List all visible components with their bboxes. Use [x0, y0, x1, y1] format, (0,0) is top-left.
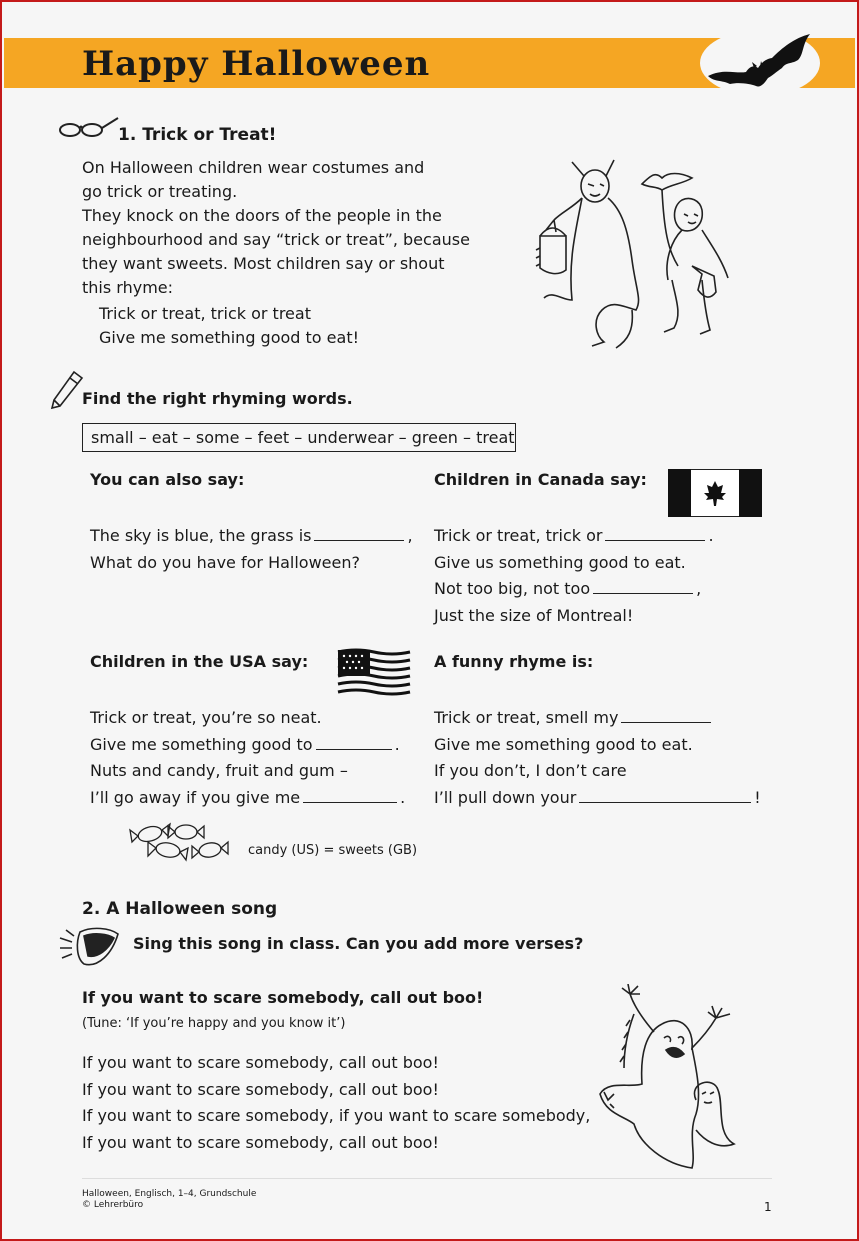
candy-icon: [128, 818, 232, 866]
funny-line-3: If you don’t, I don’t care: [434, 761, 627, 780]
bat-icon: [706, 32, 814, 90]
intro-line: neighbourhood and say “trick or treat”, because: [82, 230, 470, 249]
also-line-1: [90, 524, 413, 548]
pencil-icon: [50, 370, 84, 410]
lyric-line: If you want to scare somebody, call out boo!: [82, 1053, 439, 1072]
funny-text: Trick or treat, smell my: [434, 708, 619, 727]
funny-text: I’ll pull down your: [434, 788, 577, 807]
lyric-line: If you want to scare somebody, if you want to scare somebody,: [82, 1106, 591, 1125]
answer-blank[interactable]: [593, 579, 693, 594]
canada-flag-icon: [668, 469, 762, 517]
funny-line-4: [434, 786, 761, 810]
section2-instruction: Sing this song in class. Can you add more verses?: [133, 934, 584, 953]
punctuation: .: [708, 526, 714, 545]
answer-blank[interactable]: [316, 735, 392, 750]
funny-heading: A funny rhyme is:: [434, 652, 594, 671]
intro-text: [82, 156, 470, 300]
also-line-2: What do you have for Halloween?: [90, 553, 360, 572]
ghost-illustration: [584, 984, 744, 1176]
canada-heading: Children in Canada say:: [434, 470, 647, 489]
footer-line: © Lehrerbüro: [82, 1200, 144, 1210]
funny-line-1: [434, 706, 714, 730]
song-lyrics: [82, 1050, 590, 1156]
usa-flag-icon: [336, 648, 412, 700]
usa-line-1: Trick or treat, you’re so neat.: [90, 708, 322, 727]
song-tune: (Tune: ‘If you’re happy and you know it’): [82, 1016, 346, 1031]
punctuation: ,: [696, 579, 702, 598]
also-text: The sky is blue, the grass is: [90, 526, 312, 545]
answer-blank[interactable]: [605, 526, 705, 541]
lyric-line: If you want to scare somebody, call out boo!: [82, 1079, 439, 1099]
usa-line-2: [90, 733, 400, 757]
song-title: If you want to scare somebody, call out boo!: [82, 988, 484, 1007]
punctuation: !: [754, 788, 761, 807]
footer-source: [82, 1189, 256, 1211]
canada-line-3: [434, 577, 701, 601]
canada-line-2: Give us something good to eat.: [434, 553, 686, 572]
intro-line: They knock on the doors of the people in the: [82, 206, 442, 225]
task-instruction: Find the right rhyming words.: [82, 389, 353, 408]
page-title: Happy Halloween: [82, 44, 431, 84]
devil-child-illustration: [532, 150, 742, 358]
punctuation: .: [394, 735, 400, 754]
section1-heading: 1. Trick or Treat!: [118, 125, 277, 145]
also-heading: You can also say:: [90, 470, 245, 489]
intro-line: On Halloween children wear costumes and: [82, 158, 425, 177]
singing-mouth-icon: [58, 924, 124, 972]
answer-blank[interactable]: [621, 708, 711, 723]
candy-note: candy (US) = sweets (GB): [248, 843, 418, 858]
rhyme-line: Give me something good to eat!: [99, 328, 360, 347]
footer-line: Halloween, Englisch, 1–4, Grundschule: [82, 1189, 257, 1199]
funny-line-2: Give me something good to eat.: [434, 735, 693, 754]
canada-line-1: [434, 524, 714, 548]
intro-line: go trick or treating.: [82, 182, 238, 201]
glasses-icon: [58, 116, 120, 140]
punctuation: ,: [407, 526, 413, 545]
usa-line-3: Nuts and candy, fruit and gum –: [90, 761, 348, 780]
answer-blank[interactable]: [314, 526, 404, 541]
usa-heading: Children in the USA say:: [90, 652, 309, 671]
lyric-line: If you want to scare somebody, call out boo!: [82, 1132, 439, 1152]
punctuation: .: [400, 788, 406, 807]
usa-text: I’ll go away if you give me: [90, 788, 301, 807]
section2-heading: 2. A Halloween song: [82, 899, 278, 919]
usa-text: Give me something good to: [90, 735, 313, 754]
page-number: 1: [764, 1200, 772, 1214]
intro-line: they want sweets. Most children say or shout: [82, 254, 445, 273]
canada-text: Not too big, not too: [434, 579, 591, 598]
rhyme-line: Trick or treat, trick or treat: [99, 304, 311, 323]
usa-line-4: [90, 786, 405, 810]
footer-divider: [82, 1178, 772, 1179]
word-bank: small – eat – some – feet – underwear – green – treat: [82, 423, 516, 452]
intro-line: this rhyme:: [82, 278, 174, 297]
canada-line-4: Just the size of Montreal!: [434, 606, 634, 625]
rhyme-text: [99, 302, 359, 350]
answer-blank[interactable]: [579, 788, 751, 803]
answer-blank[interactable]: [303, 788, 397, 803]
canada-text: Trick or treat, trick or: [434, 526, 603, 545]
